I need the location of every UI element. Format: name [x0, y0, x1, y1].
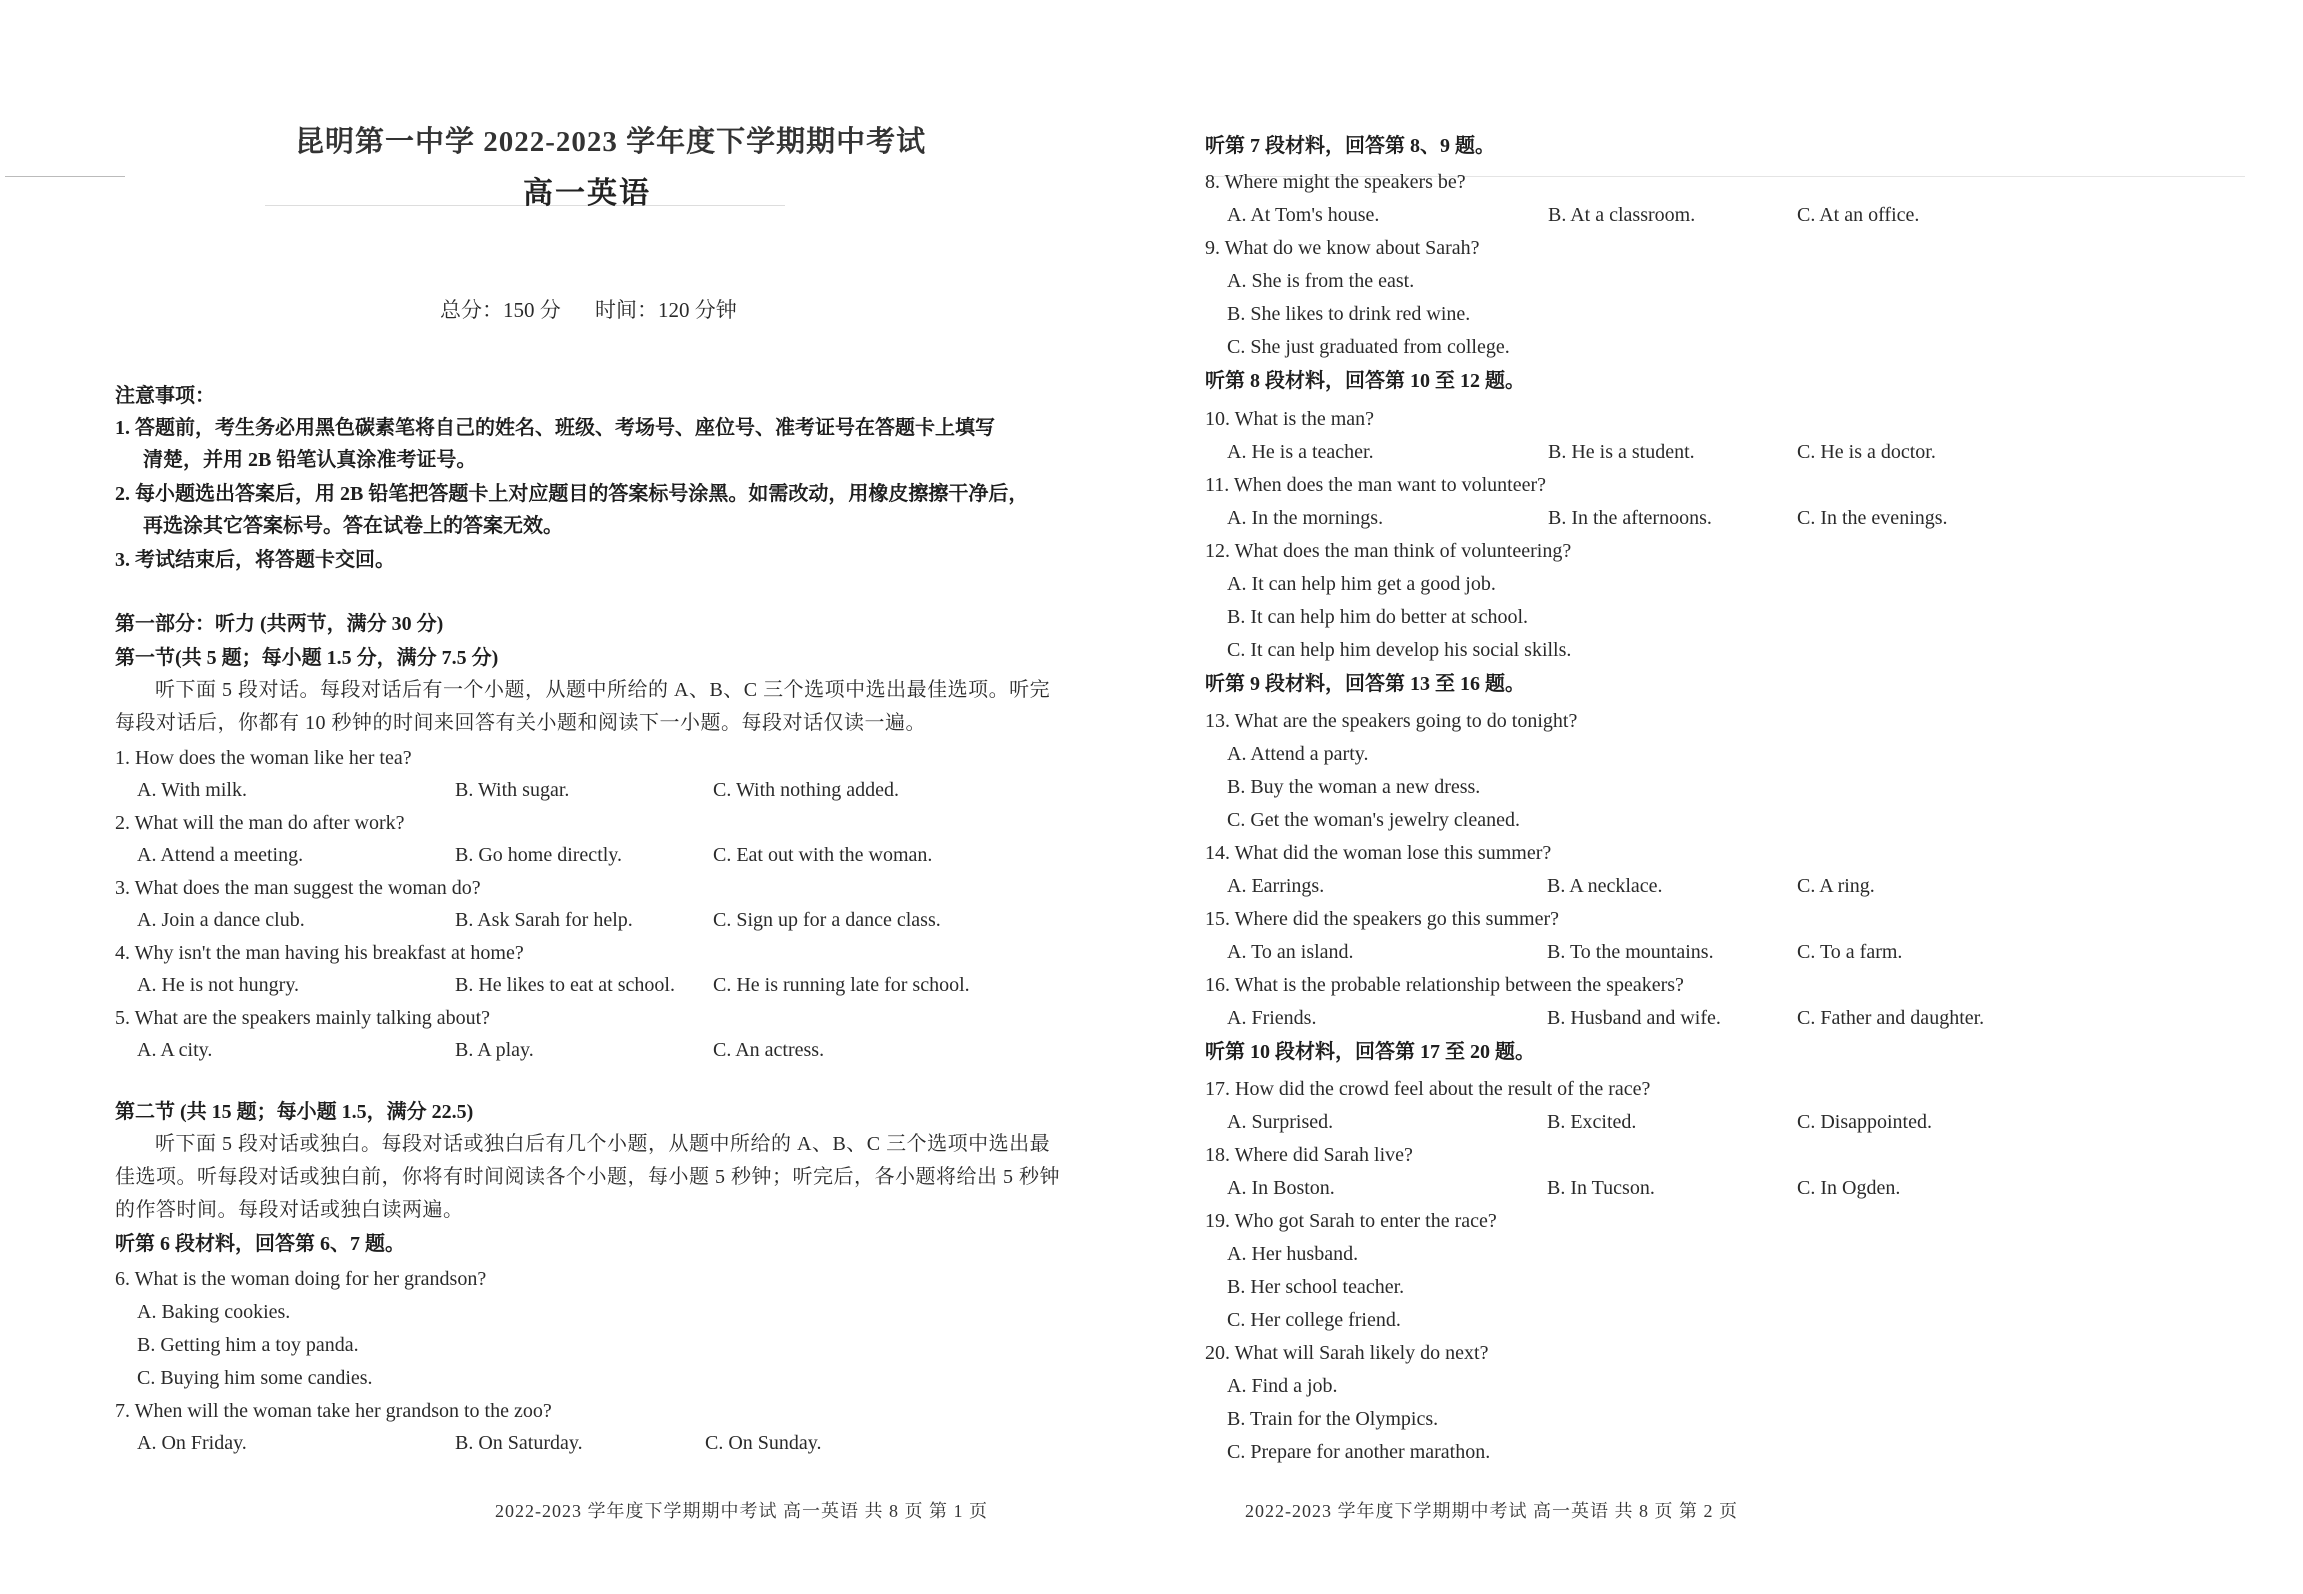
question-text: 16. What is the probable relationship between the speakers?	[1205, 974, 1684, 996]
answer-option: C. Her college friend.	[1227, 1309, 1401, 1331]
right-page	[1205, 0, 2265, 1594]
answer-option: A. With milk.	[137, 779, 247, 801]
question-text: 6. What is the woman doing for her grandson?	[115, 1268, 487, 1290]
part1-heading: 第一部分：听力 (共两节，满分 30 分)	[115, 613, 444, 635]
answer-option: C. Eat out with the woman.	[713, 844, 933, 866]
question-text: 12. What does the man think of volunteering?	[1205, 540, 1572, 562]
answer-option: B. He is a student.	[1548, 441, 1695, 463]
question-text: 5. What are the speakers mainly talking about?	[115, 1007, 491, 1029]
answer-option: B. A play.	[455, 1039, 534, 1061]
answer-option: C. He is a doctor.	[1797, 441, 1936, 463]
answer-option: C. A ring.	[1797, 875, 1875, 897]
answer-option: C. Prepare for another marathon.	[1227, 1441, 1491, 1463]
passage-heading: 听第 10 段材料，回答第 17 至 20 题。	[1205, 1041, 1535, 1063]
answer-option: A. Attend a meeting.	[137, 844, 304, 866]
answer-option: A. She is from the east.	[1227, 270, 1415, 292]
question-text: 1. How does the woman like her tea?	[115, 747, 412, 769]
notice-item: 3. 考试结束后，将答题卡交回。	[115, 549, 395, 571]
answer-option: C. Buying him some candies.	[137, 1367, 373, 1389]
page-footer: 2022-2023 学年度下学期期中考试 高一英语 共 8 页 第 2 页	[1245, 1501, 1738, 1521]
question-text: 4. Why isn't the man having his breakfast at home?	[115, 942, 524, 964]
answer-option: A. It can help him get a good job.	[1227, 573, 1496, 595]
time-limit: 时间：120 分钟	[595, 298, 737, 322]
answer-option: B. It can help him do better at school.	[1227, 606, 1529, 628]
answer-option: B. Excited.	[1547, 1111, 1637, 1133]
notice-item: 清楚，并用 2B 铅笔认真涂准考证号。	[143, 449, 477, 471]
exam-subject-title: 高一英语	[523, 177, 651, 210]
question-text: 19. Who got Sarah to enter the race?	[1205, 1210, 1497, 1232]
question-text: 7. When will the woman take her grandson to the zoo?	[115, 1400, 552, 1422]
answer-option: B. At a classroom.	[1548, 204, 1696, 226]
answer-option: C. To a farm.	[1797, 941, 1903, 963]
section1-heading: 第一节(共 5 题；每小题 1.5 分，满分 7.5 分)	[115, 647, 499, 669]
answer-option: B. In Tucson.	[1547, 1177, 1655, 1199]
total-score: 总分：150 分	[440, 298, 561, 322]
answer-option: C. At an office.	[1797, 204, 1920, 226]
answer-option: C. Get the woman's jewelry cleaned.	[1227, 809, 1520, 831]
passage-heading: 听第 9 段材料，回答第 13 至 16 题。	[1205, 673, 1525, 695]
answer-option: A. Find a job.	[1227, 1375, 1338, 1397]
exam-school-title: 昆明第一中学 2022-2023 学年度下学期期中考试	[295, 126, 927, 158]
question-text: 14. What did the woman lose this summer?	[1205, 842, 1552, 864]
answer-option: B. She likes to drink red wine.	[1227, 303, 1471, 325]
section1-instructions: 听下面 5 段对话。每段对话后有一个小题，从题中所给的 A、B、C 三个选项中选出最佳选项。听完每段对话后，你都有 10 秒钟的时间来回答有关小题和阅读下一小题。每段对话仅读一遍。	[115, 679, 1051, 734]
answer-option: B. A necklace.	[1547, 875, 1663, 897]
section2-instructions: 听下面 5 段对话或独白。每段对话或独白后有几个小题，从题中所给的 A、B、C 三个选项中选出最佳选项。听每段对话或独白前，你将有时间阅读各个小题，每小题 5 秒钟；听完后，各小题将给出 5 秒钟的作答时间。每段对话或独白读两遍。	[115, 1133, 1060, 1221]
answer-option: C. Disappointed.	[1797, 1111, 1932, 1133]
passage-heading: 听第 6 段材料，回答第 6、7 题。	[115, 1233, 405, 1255]
answer-option: C. Father and daughter.	[1797, 1007, 1985, 1029]
left-page	[115, 0, 1075, 1594]
page-footer: 2022-2023 学年度下学期期中考试 高一英语 共 8 页 第 1 页	[495, 1501, 988, 1521]
question-text: 10. What is the man?	[1205, 408, 1375, 430]
notice-item: 再选涂其它答案标号。答在试卷上的答案无效。	[143, 515, 563, 537]
question-text: 11. When does the man want to volunteer?	[1205, 474, 1547, 496]
answer-option: C. She just graduated from college.	[1227, 336, 1510, 358]
question-text: 18. Where did Sarah live?	[1205, 1144, 1413, 1166]
answer-option: C. He is running late for school.	[713, 974, 970, 996]
answer-option: A. Earrings.	[1227, 875, 1325, 897]
question-text: 13. What are the speakers going to do tonight?	[1205, 710, 1578, 732]
question-text: 8. Where might the speakers be?	[1205, 171, 1466, 193]
passage-heading: 听第 7 段材料，回答第 8、9 题。	[1205, 135, 1495, 157]
answer-option: B. Husband and wife.	[1547, 1007, 1721, 1029]
question-text: 20. What will Sarah likely do next?	[1205, 1342, 1489, 1364]
answer-option: A. Attend a party.	[1227, 743, 1369, 765]
answer-option: A. Surprised.	[1227, 1111, 1334, 1133]
answer-option: A. To an island.	[1227, 941, 1354, 963]
answer-option: C. An actress.	[713, 1039, 825, 1061]
notice-item: 1. 答题前，考生务必用黑色碳素笔将自己的姓名、班级、考场号、座位号、准考证号在答题卡上填写	[115, 417, 995, 439]
answer-option: B. Getting him a toy panda.	[137, 1334, 359, 1356]
divider-line	[5, 176, 125, 177]
answer-option: B. Go home directly.	[455, 844, 623, 866]
answer-option: A. A city.	[137, 1039, 213, 1061]
answer-option: B. To the mountains.	[1547, 941, 1714, 963]
section2-heading: 第二节 (共 15 题；每小题 1.5，满分 22.5)	[115, 1101, 474, 1123]
question-text: 17. How did the crowd feel about the result of the race?	[1205, 1078, 1651, 1100]
answer-option: A. At Tom's house.	[1227, 204, 1380, 226]
answer-option: A. Friends.	[1227, 1007, 1317, 1029]
answer-option: B. On Saturday.	[455, 1432, 583, 1454]
notice-heading: 注意事项：	[115, 385, 215, 407]
answer-option: C. It can help him develop his social skills.	[1227, 639, 1572, 661]
answer-option: A. In the mornings.	[1227, 507, 1384, 529]
answer-option: B. Ask Sarah for help.	[455, 909, 633, 931]
answer-option: B. Train for the Olympics.	[1227, 1408, 1439, 1430]
answer-option: B. He likes to eat at school.	[455, 974, 675, 996]
answer-option: C. Sign up for a dance class.	[713, 909, 941, 931]
notice-item: 2. 每小题选出答案后，用 2B 铅笔把答题卡上对应题目的答案标号涂黑。如需改动，用橡皮擦擦干净后，	[115, 483, 1029, 505]
answer-option: A. On Friday.	[137, 1432, 247, 1454]
answer-option: B. Buy the woman a new dress.	[1227, 776, 1481, 798]
question-text: 9. What do we know about Sarah?	[1205, 237, 1480, 259]
answer-option: A. He is not hungry.	[137, 974, 300, 996]
answer-option: B. In the afternoons.	[1548, 507, 1712, 529]
answer-option: A. He is a teacher.	[1227, 441, 1374, 463]
answer-option: A. Join a dance club.	[137, 909, 305, 931]
answer-option: A. Her husband.	[1227, 1243, 1359, 1265]
answer-option: A. In Boston.	[1227, 1177, 1335, 1199]
passage-heading: 听第 8 段材料，回答第 10 至 12 题。	[1205, 370, 1525, 392]
question-text: 2. What will the man do after work?	[115, 812, 405, 834]
answer-option: A. Baking cookies.	[137, 1301, 291, 1323]
question-text: 3. What does the man suggest the woman do?	[115, 877, 481, 899]
answer-option: C. In Ogden.	[1797, 1177, 1901, 1199]
answer-option: B. Her school teacher.	[1227, 1276, 1405, 1298]
answer-option: C. With nothing added.	[713, 779, 900, 801]
question-text: 15. Where did the speakers go this summer?	[1205, 908, 1559, 930]
answer-option: B. With sugar.	[455, 779, 570, 801]
answer-option: C. In the evenings.	[1797, 507, 1948, 529]
answer-option: C. On Sunday.	[705, 1432, 822, 1454]
